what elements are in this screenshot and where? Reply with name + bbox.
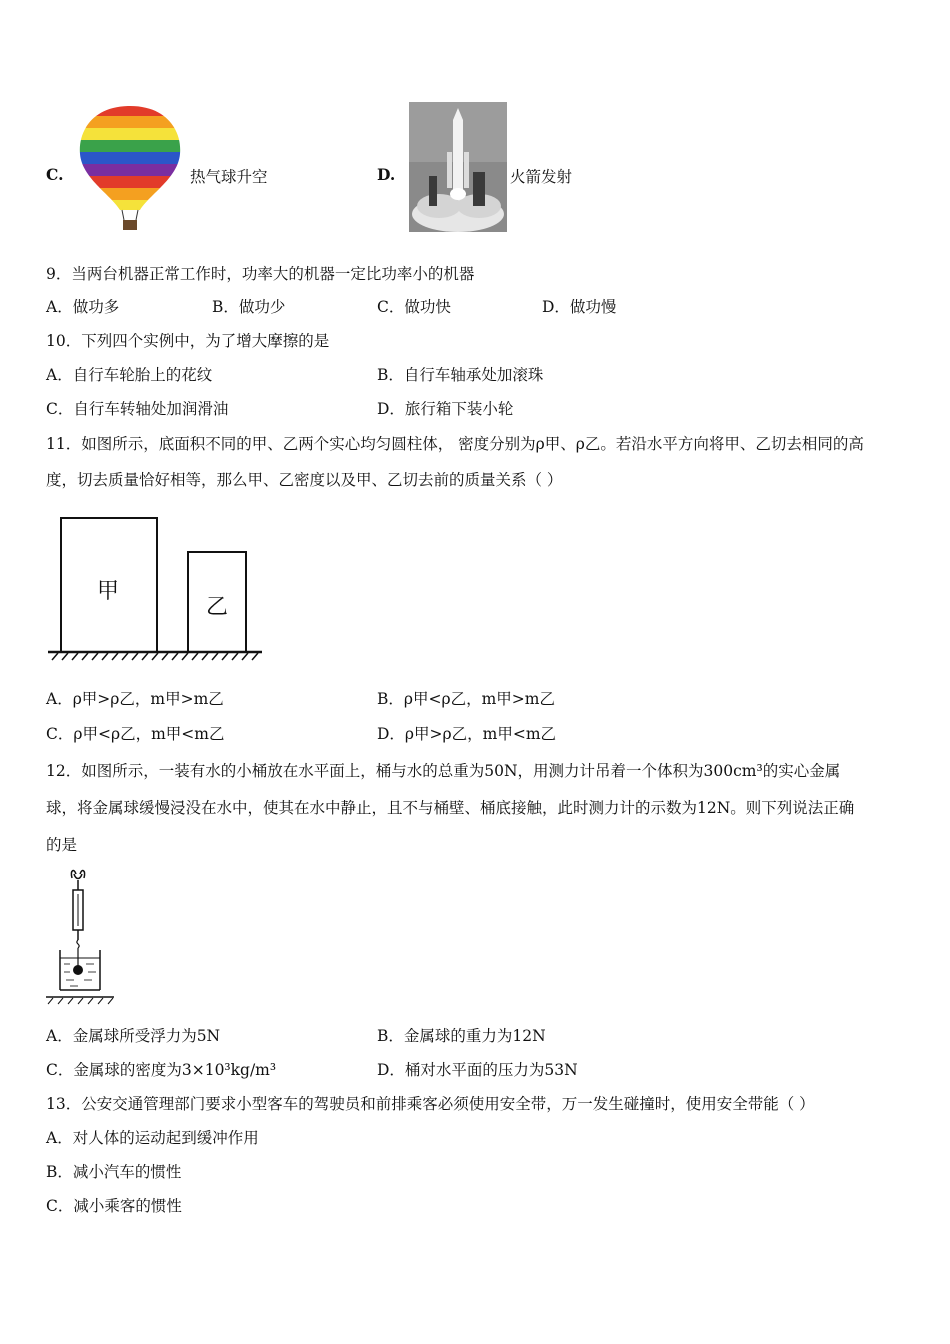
q9-option-a: A．做功多 xyxy=(46,298,120,316)
q11-option-c: C．ρ甲<ρ乙，m甲<m乙 xyxy=(46,725,225,743)
q12-stem-line2: 球，将金属球缓慢浸没在水中，使其在水中静止，且不与桶壁、桶底接触，此时测力计的示数为12N。则下列说法正确 xyxy=(46,799,855,817)
q10-option-b: B．自行车轴承处加滚珠 xyxy=(377,366,544,384)
q12-option-d: D．桶对水平面的压力为53N xyxy=(377,1061,578,1079)
option-d-text: 火箭发射 xyxy=(510,168,573,186)
q12-option-c: C．金属球的密度为3×10³kg/m³ xyxy=(46,1061,277,1079)
q10-option-c: C．自行车转轴处加润滑油 xyxy=(46,400,229,418)
q12-option-a: A．金属球所受浮力为5N xyxy=(46,1027,221,1045)
rocket-launch-image xyxy=(409,102,507,232)
option-d-letter: D. xyxy=(377,165,396,184)
option-c-text: 热气球升空 xyxy=(190,168,268,186)
q10-option-d: D．旅行箱下装小轮 xyxy=(377,400,514,418)
q11-stem-line1: 11．如图所示，底面积不同的甲、乙两个实心均匀圆柱体， 密度分别为ρ甲、ρ乙。若沿水平方向将甲、乙切去相同的高 xyxy=(46,435,864,453)
spring-scale-bucket-figure xyxy=(44,866,116,1006)
q13-option-b: B．减小汽车的惯性 xyxy=(46,1163,182,1181)
q11-option-a: A．ρ甲>ρ乙，m甲>m乙 xyxy=(46,690,224,708)
q11-cylinders-figure xyxy=(46,514,266,664)
q11-option-b: B．ρ甲<ρ乙，m甲>m乙 xyxy=(377,690,555,708)
q9-option-d: D．做功慢 xyxy=(542,298,617,316)
q13-stem: 13．公安交通管理部门要求小型客车的驾驶员和前排乘客必须使用安全带，万一发生碰撞时，使用安全带能（ ） xyxy=(46,1095,815,1113)
q12-stem-line1: 12．如图所示，一装有水的小桶放在水平面上，桶与水的总重为50N，用测力计吊着一个体积为300cm³的实心金属 xyxy=(46,762,841,780)
cylinder-jia-label: 甲 xyxy=(97,579,120,604)
q13-option-a: A．对人体的运动起到缓冲作用 xyxy=(46,1129,259,1147)
q11-stem-line2: 度，切去质量恰好相等，那么甲、乙密度以及甲、乙切去前的质量关系（ ） xyxy=(46,471,563,489)
q13-option-c: C．减小乘客的惯性 xyxy=(46,1197,182,1215)
option-c-letter: C. xyxy=(46,165,64,184)
q9-option-b: B．做功少 xyxy=(212,298,286,316)
q9-stem: 9．当两台机器正常工作时，功率大的机器一定比功率小的机器 xyxy=(46,265,475,283)
cylinder-yi-label: 乙 xyxy=(206,595,229,620)
q10-option-a: A．自行车轮胎上的花纹 xyxy=(46,366,213,384)
q9-option-c: C．做功快 xyxy=(377,298,451,316)
q12-option-b: B．金属球的重力为12N xyxy=(377,1027,546,1045)
q10-stem: 10．下列四个实例中，为了增大摩擦的是 xyxy=(46,332,330,350)
q11-option-d: D．ρ甲>ρ乙，m甲<m乙 xyxy=(377,725,557,743)
q12-stem-line3: 的是 xyxy=(46,836,78,854)
hot-air-balloon-image xyxy=(72,102,188,232)
